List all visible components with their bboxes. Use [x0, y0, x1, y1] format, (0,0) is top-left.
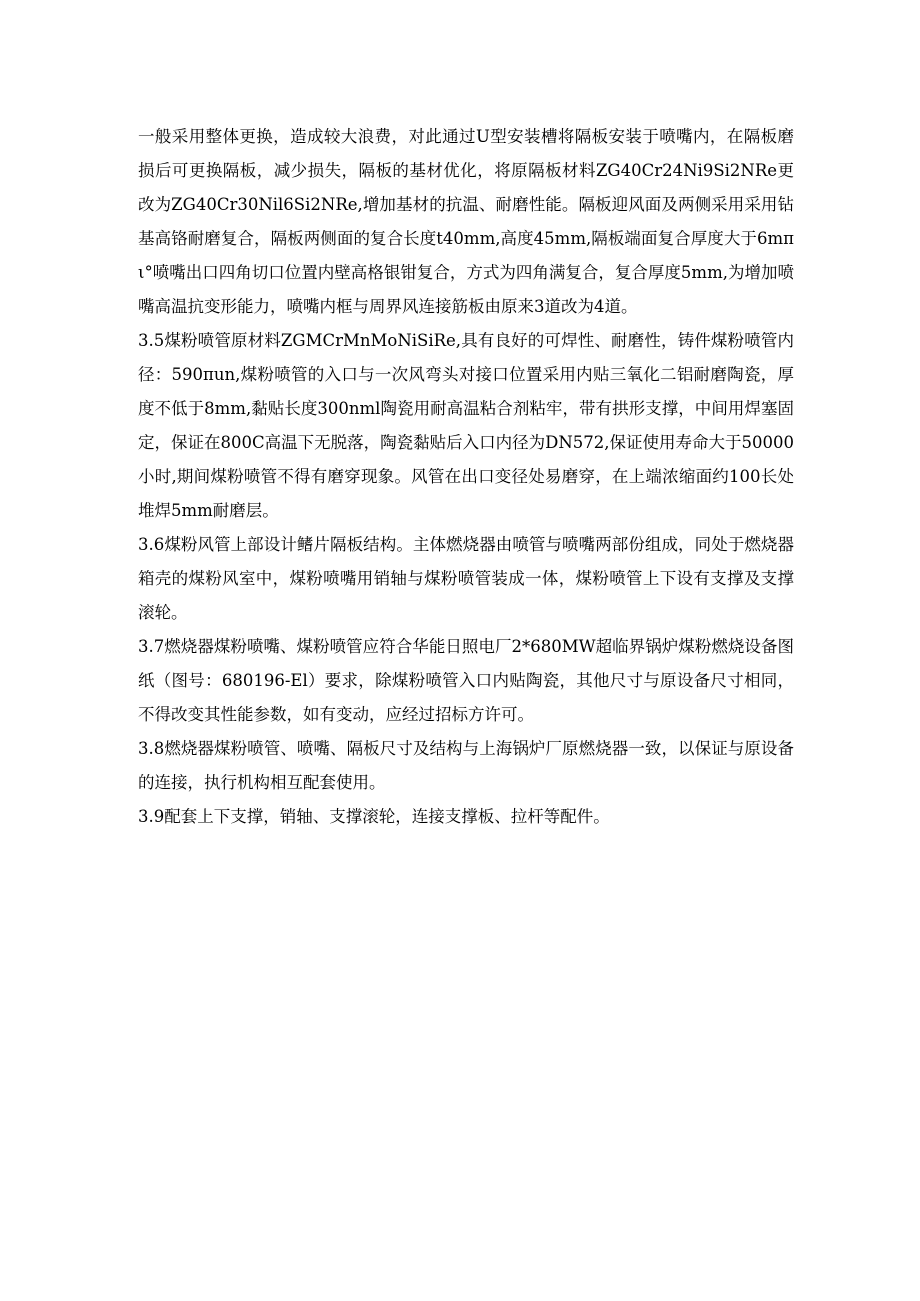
document-body: [138, 120, 794, 834]
paragraph-3-9: 3.9配套上下支撑，销轴、支撑滚轮，连接支撑板、拉杆等配件。: [138, 807, 610, 826]
paragraph-3-5: 3.5煤粉喷管原材料ZGMCrMnMoNiSiRe,具有良好的可焊性、耐磨性，铸件煤粉喷管内径：590πun,煤粉喷管的入口与一次风弯头对接口位置采用内贴三氧化二铝耐磨陶瓷，厚度不低于8mm,黏贴长度300nml陶瓷用耐高温粘合剂粘牢，带有拱形支撑，中间用焊塞固定，保证在800C高温下无脱落，陶瓷黏贴后入口内径为DN572,保证使用寿命大于50000小时,期间煤粉喷管不得有磨穿现象。风管在出口变径处易磨穿，在上端浓缩面约100长处堆焊5mm耐磨层。: [138, 331, 795, 520]
paragraph-3-6: 3.6煤粉风管上部设计鳍片隔板结构。主体燃烧器由喷管与喷嘴两部份组成，同处于燃烧器箱壳的煤粉风室中，煤粉喷嘴用销轴与煤粉喷管装成一体，煤粉喷管上下设有支撑及支撑滚轮。: [138, 535, 794, 622]
paragraph-continuation: 一般采用整体更换，造成较大浪费，对此通过U型安装槽将隔板安装于喷嘴内，在隔板磨损后可更换隔板，减少损失，隔板的基材优化，将原隔板材料ZG40Cr24Ni9Si2NRe更改为ZG40Cr30Nil6Si2NRe,增加基材的抗温、耐磨性能。隔板迎风面及两侧采用采用钻基高铬耐磨复合，隔板两侧面的复合长度t40mm,高度45mm,隔板端面复合厚度大于6mπι°喷嘴出口四角切口位置内壁高格银钳复合，方式为四角满复合，复合厚度5mm,为增加喷嘴高温抗变形能力，喷嘴内框与周界风连接筋板由原来3道改为4道。: [138, 127, 794, 316]
paragraph-3-7: 3.7燃烧器煤粉喷嘴、煤粉喷管应符合华能日照电厂2*680MW超临界锅炉煤粉燃烧设备图纸（图号：680196-El）要求，除煤粉喷管入口内贴陶瓷，其他尺寸与原设备尺寸相同，不得改变其性能参数，如有变动，应经过招标方许可。: [138, 637, 794, 724]
paragraph-3-8: 3.8燃烧器煤粉喷管、喷嘴、隔板尺寸及结构与上海锅炉厂原燃烧器一致，以保证与原设备的连接，执行机构相互配套使用。: [138, 739, 794, 792]
